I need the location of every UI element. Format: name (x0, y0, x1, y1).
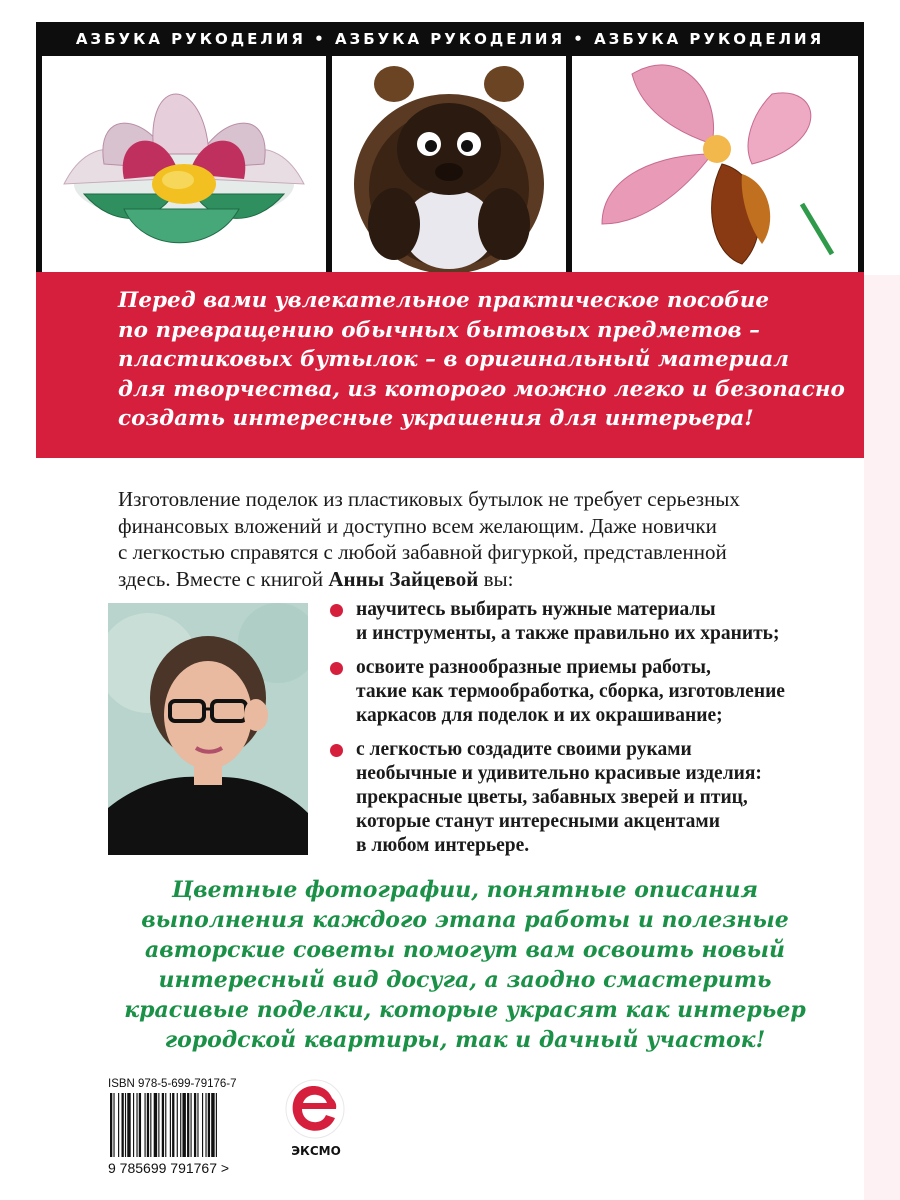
barcode-bar (118, 1093, 119, 1157)
barcode-bar (197, 1093, 198, 1157)
barcode-bar (139, 1093, 141, 1157)
barcode-bar (194, 1093, 196, 1157)
barcode-bar (145, 1093, 146, 1157)
intro-line (118, 566, 838, 593)
isbn-label: ISBN 978-5-699-79176-7 (108, 1078, 237, 1090)
barcode-bar (172, 1093, 174, 1157)
bullet-line: прекрасные цветы, забавных зверей и птиц, (356, 787, 748, 808)
photo-flower (42, 54, 326, 272)
barcode-bar (122, 1093, 124, 1157)
barcode-bar (205, 1093, 206, 1157)
promo-line: интересный вид досуга, а заодно смастерить (158, 967, 772, 993)
bullet-line: которые станут интересными акцентами (356, 811, 720, 832)
list-item (330, 598, 860, 646)
barcode-bar (187, 1093, 189, 1157)
promo-line: авторские советы помогут вам освоить новый (145, 937, 785, 963)
barcode-bar (154, 1093, 157, 1157)
barcode-bar (158, 1093, 159, 1157)
author-photo (108, 603, 308, 855)
barcode-bar (191, 1093, 192, 1157)
barcode-bar (150, 1093, 151, 1157)
hedgehog-illustration-icon (332, 54, 566, 272)
intro-line: с легкостью справятся с любой забавной фигуркой, представленной (118, 540, 727, 564)
author-name: Анны Зайцевой (328, 566, 479, 591)
photo-hedgehog (332, 54, 566, 272)
summary-line: пластиковых бутылок – в оригинальный материал (118, 347, 789, 372)
barcode-bar (110, 1093, 112, 1157)
list-item (330, 738, 860, 858)
barcode-bar (211, 1093, 214, 1157)
bullet-line: каркасов для поделок и их окрашивание; (356, 705, 723, 726)
barcode-bar (147, 1093, 149, 1157)
barcode-bar (165, 1093, 166, 1157)
cover-spine-edge (864, 275, 900, 1200)
barcode-bar (208, 1093, 210, 1157)
intro-paragraph (118, 486, 838, 592)
barcode-bar (113, 1093, 114, 1157)
intro-line: финансовых вложений и доступно всем желающим. Даже новички (118, 513, 717, 538)
summary-line: для творчества, из которого можно легко и безопасно (118, 376, 845, 402)
summary-line: Перед вами увлекательное практическое пособие (118, 288, 770, 313)
series-title: АЗБУКА РУКОДЕЛИЯ • АЗБУКА РУКОДЕЛИЯ • АЗБУКА РУКОДЕЛИЯ (75, 30, 825, 48)
barcode-bar (133, 1093, 134, 1157)
intro-line: Изготовление поделок из пластиковых бутылок не требует серьезных (118, 487, 740, 511)
list-item (330, 656, 860, 728)
barcode-digits: 9 785699 791767 > (108, 1160, 230, 1176)
bullet-dot-icon (330, 604, 343, 617)
barcode-bar (136, 1093, 137, 1157)
bullet-line: в любом интерьере. (356, 835, 530, 856)
barcode-icon (108, 1093, 258, 1157)
flower-illustration-icon (42, 54, 326, 272)
barcode-bar (202, 1093, 203, 1157)
photo-strip (36, 48, 864, 272)
publisher-name: ЭКСМО (291, 1144, 341, 1158)
barcode-bar (182, 1093, 185, 1157)
bullet-line: необычные и удивительно красивые изделия: (356, 763, 762, 784)
promo-line: Цветные фотографии, понятные описания (171, 877, 759, 903)
barcode-bar (127, 1093, 130, 1157)
summary-line: по превращению обычных бытовых предметов – (118, 317, 760, 343)
bullet-line: с легкостью создадите своими руками (356, 739, 692, 760)
barcode-bar (177, 1093, 178, 1157)
photo-orchid (572, 54, 858, 272)
red-summary-box (36, 272, 864, 458)
barcode-bar (125, 1093, 126, 1157)
barcode (108, 1093, 258, 1157)
barcode-bar (180, 1093, 181, 1157)
bullet-line: научитесь выбирать нужные материалы (356, 599, 716, 620)
bullet-line: такие как термообработка, сборка, изготовление (356, 681, 785, 702)
series-band (36, 22, 864, 56)
barcode-bar (216, 1093, 217, 1157)
barcode-bar (170, 1093, 171, 1157)
summary-line: создать интересные украшения для интерьера! (118, 406, 754, 431)
eksmo-logo-icon (284, 1078, 346, 1140)
promo-line: красивые поделки, которые украсят как интерьер (124, 997, 806, 1023)
green-promo-text (80, 875, 850, 1055)
intro-text: здесь. Вместе с книгой (118, 566, 329, 591)
intro-text: вы: (478, 566, 514, 591)
bullet-dot-icon (330, 662, 343, 675)
promo-line: выполнения каждого этапа работы и полезные (141, 907, 789, 933)
promo-line: городской квартиры, так и дачный участок! (164, 1027, 766, 1053)
bullet-line: освоите разнообразные приемы работы, (356, 657, 711, 678)
orchid-illustration-icon (572, 54, 858, 272)
bullet-dot-icon (330, 744, 343, 757)
barcode-bar (162, 1093, 164, 1157)
benefits-list (330, 598, 860, 868)
bullet-line: и инструменты, а также правильно их хранить; (356, 623, 780, 644)
author-portrait-icon (108, 603, 308, 855)
